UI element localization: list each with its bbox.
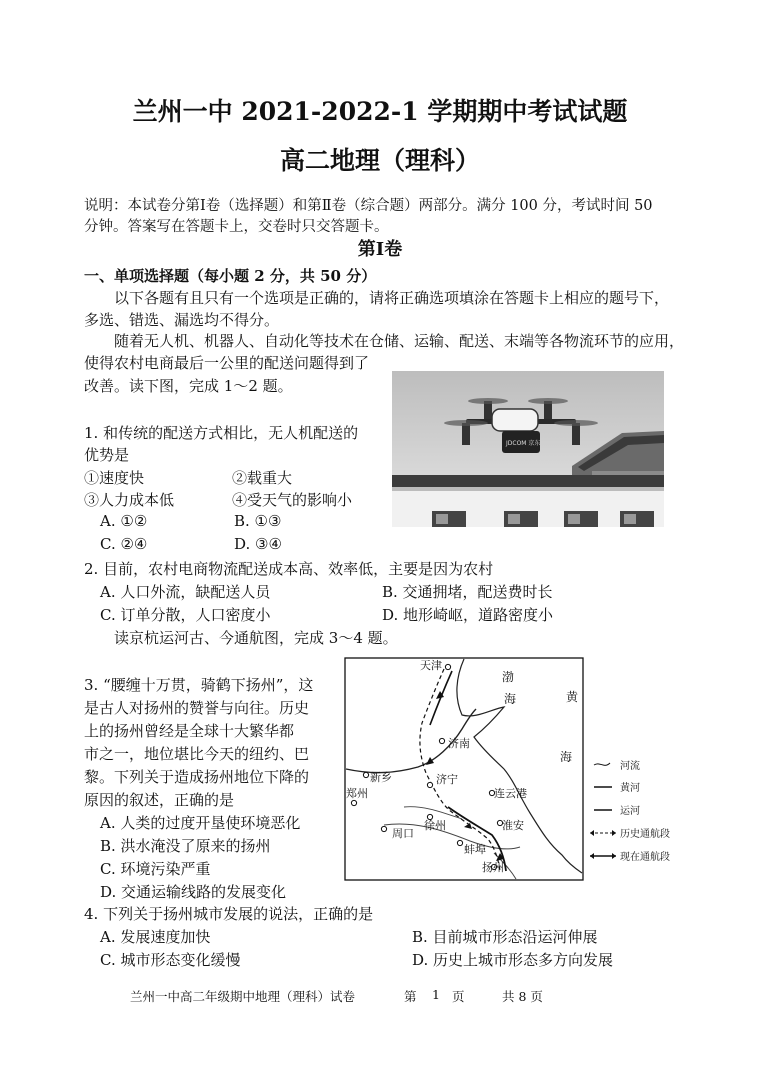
footer-total-pages: 共 8 页 [502, 989, 543, 1004]
map-legend [590, 757, 710, 867]
exam-title: 兰州一中 2021-2022-1 学期期中考试试题 [132, 97, 628, 126]
section-intro-1: 以下各题有且只有一个选项是正确的，请将正确选项填涂在答题卡上相应的题号下， [114, 289, 670, 307]
section-title: 一、单项选择题（每小题 2 分，共 50 分） [84, 267, 377, 285]
legend-yellow-river-label: 黄河 [620, 783, 640, 794]
map-label-hai: 海 [504, 692, 517, 706]
footer-exam-name: 兰州一中高二年级期中地理（理科）试卷 [130, 989, 356, 1004]
q1-statement-3: ③人力成本低 [84, 491, 175, 509]
section-intro-2: 多选、错选、漏选均不得分。 [84, 311, 280, 329]
q4-option-d: D. 历史上城市形态多方向发展 [412, 951, 614, 969]
q1-option-b: B. ①③ [234, 512, 282, 530]
q3-option-a: A. 人类的过度开垦使环境恶化 [100, 814, 301, 832]
q3-line-2: 是古人对扬州的赞誉与向往。历史 [84, 699, 310, 717]
q3-option-d: D. 交通运输线路的发展变化 [100, 883, 287, 901]
q2-stem: 2. 目前，农村电商物流配送成本高、效率低，主要是因为农村 [84, 560, 494, 578]
map-label-jinan: 济南 [448, 737, 470, 750]
map-label-zhoukou: 周口 [392, 827, 414, 840]
material-1-line-2: 使得农村电商最后一公里的配送问题得到了 [84, 354, 370, 372]
q1-statement-2: ②载重大 [232, 469, 293, 487]
q1-statement-1: ①速度快 [84, 469, 145, 487]
q2-option-b: B. 交通拥堵，配送费时长 [382, 583, 553, 601]
q1-stem-1: 1. 和传统的配送方式相比，无人机配送的 [84, 424, 359, 442]
q3-option-b: B. 洪水淹没了原来的扬州 [100, 837, 271, 855]
part-title: 第Ⅰ卷 [357, 239, 403, 260]
legend-river-symbol [594, 763, 610, 765]
map-label-zhengzhou: 郑州 [346, 787, 368, 800]
q1-option-c: C. ②④ [100, 535, 148, 553]
map-label-yangzhou: 扬州 [482, 861, 504, 874]
material-1-line-3: 改善。读下图，完成 1～2 题。 [84, 377, 293, 395]
q3-line-3: 上的扬州曾经是全球十大繁华都 [84, 722, 295, 740]
footer-page-number: 1 [432, 987, 440, 1002]
map-label-huaian: 淮安 [502, 819, 524, 832]
map-label-lianyungang: 连云港 [494, 787, 527, 800]
instructions-line-1: 说明：本试卷分第Ⅰ卷（选择题）和第Ⅱ卷（综合题）两部分。满分 100 分，考试时间 50 [84, 198, 653, 214]
q1-statement-4: ④受天气的影响小 [232, 491, 353, 509]
grand-canal-map [344, 657, 584, 881]
q1-option-d: D. ③④ [234, 535, 282, 553]
footer-page-suffix: 页 [452, 989, 465, 1004]
instructions-line-2: 分钟。答案写在答题卡上，交卷时只交答题卡。 [84, 219, 389, 235]
map-label-hai-2: 海 [560, 750, 573, 764]
legend-historic-label: 历史通航段 [620, 829, 670, 840]
legend-river-label: 河流 [620, 761, 640, 772]
q3-line-1: 3. “腰缠十万贯，骑鹤下扬州”，这 [84, 676, 314, 694]
map-label-xuzhou: 徐州 [424, 819, 446, 832]
q1-stem-2: 优势是 [84, 446, 130, 464]
map-label-xinxiang: 新乡 [370, 771, 392, 784]
material-1-line-1: 随着无人机、机器人、自动化等技术在仓储、运输、配送、末端等各物流环节的应用， [114, 332, 685, 350]
legend-current-label: 现在通航段 [620, 852, 670, 863]
map-label-bengbu: 蚌埠 [464, 843, 486, 856]
q4-stem: 4. 下列关于扬州城市发展的说法，正确的是 [84, 905, 374, 923]
q4-option-b: B. 目前城市形态沿运河伸展 [412, 928, 598, 946]
q2-option-a: A. 人口外流，缺配送人员 [100, 583, 271, 601]
q4-option-a: A. 发展速度加快 [100, 928, 211, 946]
map-label-jining: 济宁 [436, 773, 458, 786]
q2-option-c: C. 订单分散，人口密度小 [100, 606, 271, 624]
map-label-huang: 黄 [566, 690, 579, 704]
drone-box-label: JDCOM 京东 [506, 440, 541, 447]
map-label-tianjin: 天津 [420, 659, 442, 672]
footer-page-prefix: 第 [404, 989, 417, 1004]
q4-option-c: C. 城市形态变化缓慢 [100, 951, 241, 969]
q2-option-d: D. 地形崎岖，道路密度小 [382, 606, 554, 624]
q3-line-4: 市之一，地位堪比今天的纽约、巴 [84, 745, 310, 763]
material-2: 读京杭运河古、今通航图，完成 3～4 题。 [114, 629, 398, 647]
q3-option-c: C. 环境污染严重 [100, 860, 211, 878]
q3-line-5: 黎。下列关于造成扬州地位下降的 [84, 768, 310, 786]
q3-line-6: 原因的叙述，正确的是 [84, 791, 235, 809]
q1-option-a: A. ①② [100, 512, 148, 530]
exam-subtitle: 高二地理（理科） [279, 146, 480, 175]
drone-delivery-photo [392, 371, 664, 527]
map-label-bo: 渤 [502, 670, 515, 684]
legend-canal-label: 运河 [620, 806, 640, 817]
